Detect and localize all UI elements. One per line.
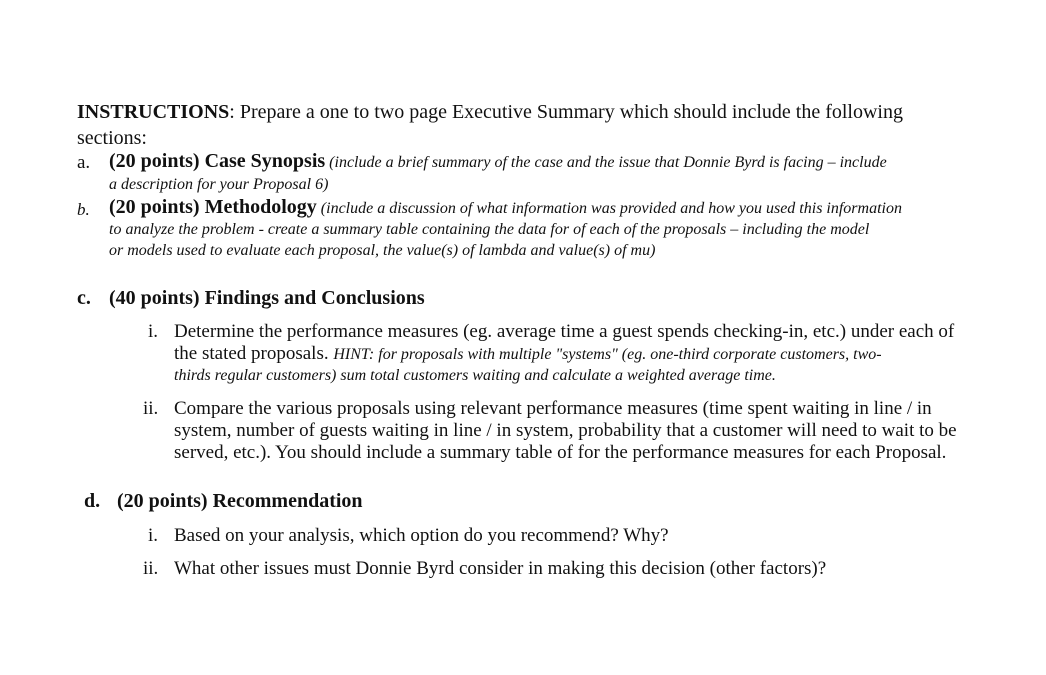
instructions-line	[77, 101, 903, 124]
section-c-item-2-line-3: served, etc.). You should include a summary table of for the performance measures for each Proposal.	[174, 442, 947, 463]
instructions-text: : Prepare a one to two page Executive Summary which should include the following	[229, 101, 903, 123]
section-a-line-1	[109, 150, 887, 173]
section-b-heading: (20 points) Methodology	[109, 196, 317, 218]
section-c-item-1-line-2	[174, 343, 882, 365]
section-c-item-2-marker: ii.	[143, 398, 159, 419]
section-a-note-line-2: a description for your Proposal 6)	[109, 176, 329, 193]
section-b-note: (include a discussion of what information was provided and how you used this information	[320, 200, 902, 217]
section-b-line-1	[109, 196, 902, 219]
section-a-note: (include a brief summary of the case and the issue that Donnie Byrd is facing – include	[329, 154, 887, 171]
instructions-line-2: sections:	[77, 127, 147, 149]
section-a-marker: a.	[77, 152, 91, 173]
section-b-marker: b.	[77, 200, 90, 219]
section-d-marker: d.	[84, 490, 101, 512]
section-d-item-1-marker: i.	[148, 525, 159, 546]
section-d-heading: (20 points) Recommendation	[117, 490, 363, 512]
section-b-note-line-3: or models used to evaluate each proposal, the value(s) of lambda and value(s) of mu)	[109, 242, 656, 259]
section-c-item-1-hint: HINT: for proposals with multiple "systems" (eg. one-third corporate customers, two-	[333, 346, 882, 363]
section-a-heading: (20 points) Case Synopsis	[109, 150, 326, 172]
section-c-item-1-marker: i.	[148, 321, 159, 342]
section-d-item-2-marker: ii.	[143, 558, 159, 579]
section-c-item-1-line-3: thirds regular customers) sum total customers waiting and calculate a weighted average time.	[174, 367, 776, 384]
section-c-item-1-text: the stated proposals.	[174, 343, 334, 364]
section-d-item-2-text: What other issues must Donnie Byrd consider in making this decision (other factors)?	[174, 558, 827, 579]
section-c-heading: (40 points) Findings and Conclusions	[109, 287, 425, 309]
section-c-item-1-line-1: Determine the performance measures (eg. average time a guest spends checking-in, etc.) under each of	[174, 321, 955, 342]
section-b-note-line-2: to analyze the problem - create a summary table containing the data for of each of the proposals – including the model	[109, 221, 870, 238]
section-c-item-2-line-2: system, number of guests waiting in line / in system, probability that a customer will need to wait to be	[174, 420, 957, 441]
section-d-item-1-text: Based on your analysis, which option do you recommend? Why?	[174, 525, 669, 546]
section-c-item-2-line-1: Compare the various proposals using relevant performance measures (time spent waiting in line / in	[174, 398, 932, 419]
section-c-marker: c.	[77, 287, 91, 309]
instructions-title: INSTRUCTIONS	[77, 101, 230, 123]
